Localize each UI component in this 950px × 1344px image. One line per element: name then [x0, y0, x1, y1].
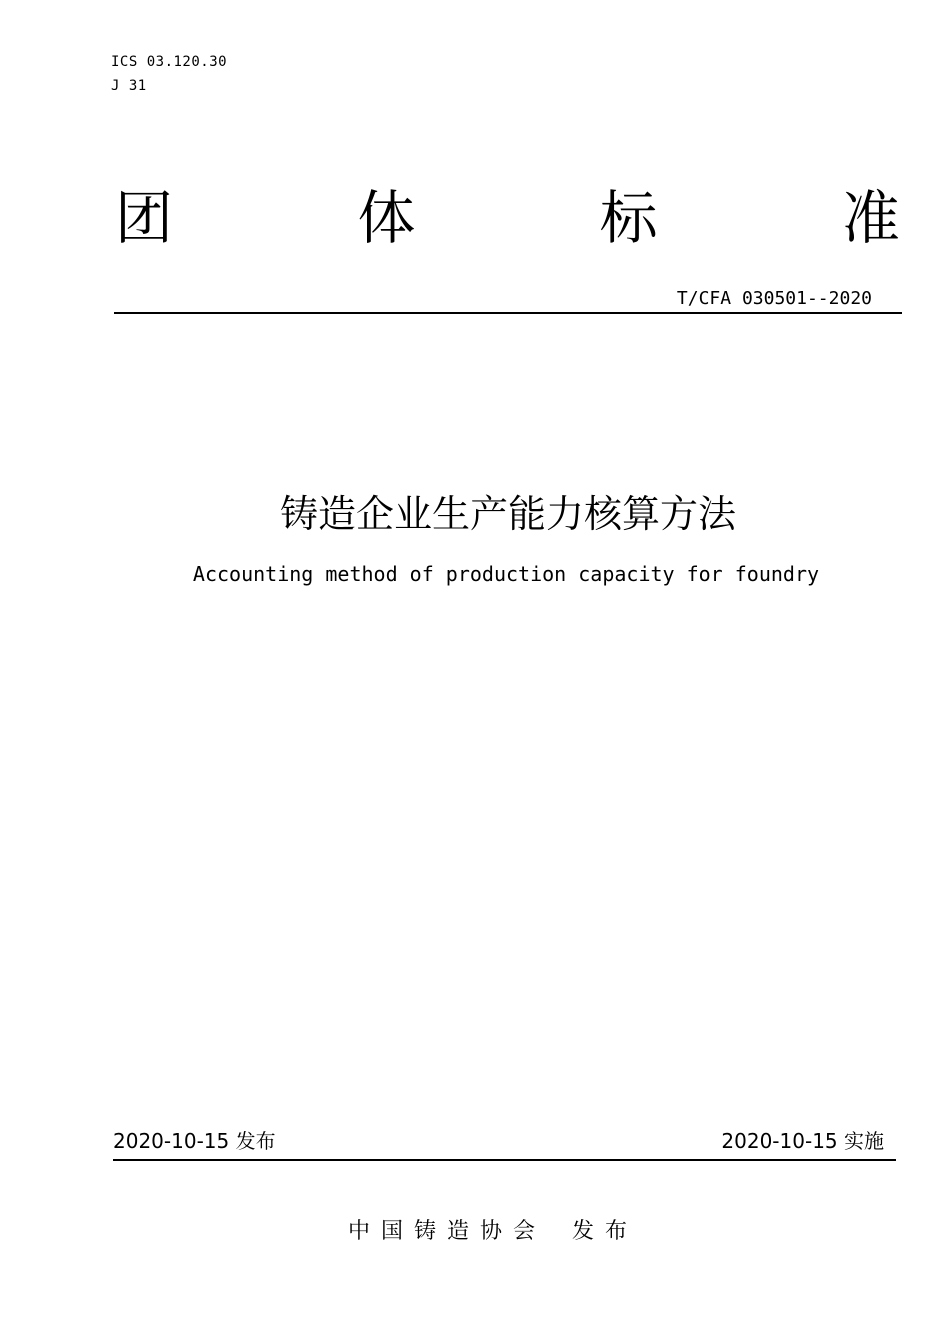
publisher-line — [348, 1218, 638, 1246]
publish-date: 2020-10-15 发布 — [113, 1129, 276, 1153]
standard-type-char: 标 — [599, 184, 658, 252]
standard-type-heading — [115, 182, 900, 254]
publisher-name: 中国铸造协会 — [348, 1219, 547, 1244]
english-title: Accounting method of production capacity for foundry — [192, 562, 820, 586]
bottom-divider — [113, 1159, 896, 1161]
standard-number: T/CFA 030501--2020 — [676, 288, 872, 309]
standard-type-char: 团 — [115, 184, 174, 252]
top-divider — [114, 312, 902, 314]
standard-type-char: 体 — [357, 184, 416, 252]
ccs-code: J 31 — [111, 78, 147, 94]
chinese-title: 铸造企业生产能力核算方法 — [279, 492, 736, 536]
ics-code: ICS 03.120.30 — [111, 54, 228, 70]
implement-date: 2020-10-15 实施 — [721, 1129, 884, 1153]
standard-type-char: 准 — [841, 184, 900, 252]
publisher-action: 发布 — [572, 1219, 639, 1244]
